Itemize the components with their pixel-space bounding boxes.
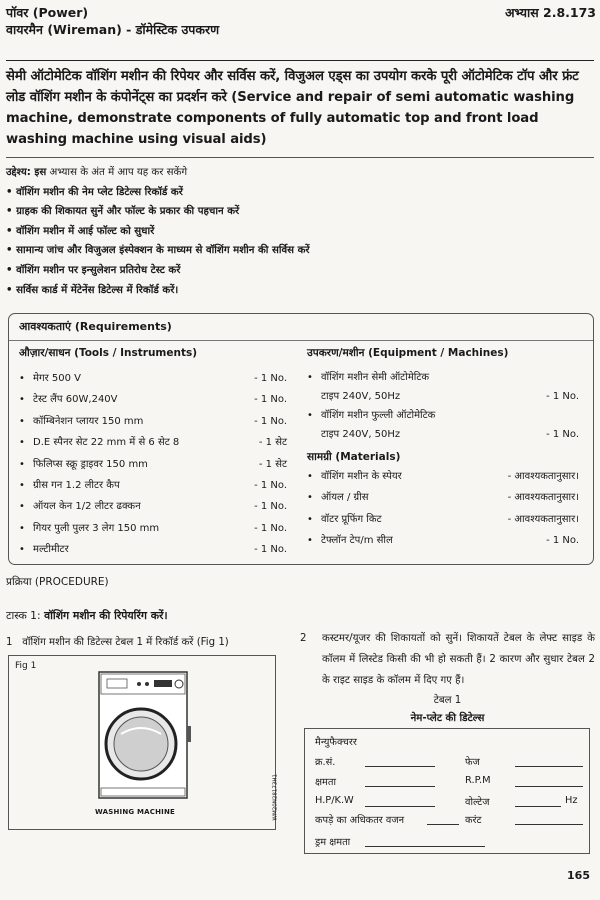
field-capacity: क्षमता [315, 777, 337, 788]
table-1-caption: टेबल 1 नेम-प्लेट की डिटेल्स [300, 692, 595, 728]
task-title: वॉशिंग मशीन की रिपेयरिंग करें। [44, 609, 168, 622]
requirements-box [8, 313, 594, 565]
materials-heading: सामग्री (Materials) [307, 451, 401, 463]
header-divider [6, 60, 594, 61]
figure-label: Fig 1 [15, 661, 37, 671]
equipment-row: • वॉशिंग मशीन फुल्ली ऑटोमेटिक [307, 410, 436, 421]
objective-item: • वॉशिंग मशीन पर इन्सुलेशन प्रतिरोध टेस्ट करें [6, 264, 181, 276]
tool-row: • ग्रीस गन 1.2 लीटर कैप - 1 No. [19, 480, 287, 492]
field-blank [365, 766, 435, 767]
material-row: • ऑयल / ग्रीस - आवश्यकतानुसार। [307, 492, 579, 504]
page-number: 165 [567, 869, 590, 882]
field-drum: ड्रम क्षमता [315, 837, 351, 848]
material-row: • वॉटर प्रूफिंग किट - आवश्यकतानुसार। [307, 513, 579, 525]
field-max-clothes: कपड़े का अधिकतर वजन [315, 815, 405, 826]
field-blank [515, 786, 583, 787]
equipment-column [307, 346, 579, 552]
exercise-title: सेमी ऑटोमेटिक वॉशिंग मशीन की रिपेयर और सर्विस करें, विजुअल एड्स का उपयोग करके पूरी ऑटोमेटिक टॉप और फ्रंट लोड वॉशिंग मशीन के कंपोनेंट्स का प्रदर्शन करे (Service and repair of semi automatic washing machine, demonstrate components of fully automatic top and front load washing machine using visual aids) [6, 69, 579, 147]
field-blank [515, 806, 561, 807]
tool-row: • टेस्ट लैंप 60W,240V - 1 No. [19, 394, 287, 406]
table-1-subtitle: नेम-प्लेट की डिटेल्स [410, 713, 485, 724]
nameplate-table [304, 728, 590, 854]
trade-label: पॉवर (Power) [6, 5, 89, 20]
washing-machine-drawing [9, 656, 277, 831]
tool-row: • कॉम्बिनेशन प्लायर 150 mm - 1 No. [19, 415, 287, 427]
field-blank [365, 786, 435, 787]
field-hp: H.P/K.W [315, 795, 354, 806]
step-1: 1 वॉशिंग मशीन की डिटेल्स टेबल 1 में रिकॉर्ड करें (Fig 1) [6, 637, 229, 648]
tool-row: • ऑयल केन 1/2 लीटर ढक्कन - 1 No. [19, 501, 287, 513]
tool-row: • मेगर 500 V - 1 No. [19, 373, 287, 384]
figure-code: WM20N28173H1 [272, 774, 278, 821]
equipment-heading: उपकरण/मशीन (Equipment / Machines) [307, 347, 509, 359]
exercise-number: अभ्यास 2.8.173 [504, 5, 596, 20]
title-divider [6, 157, 594, 158]
tool-row: • गियर पुली पुलर 3 लेग 150 mm - 1 No. [19, 522, 287, 534]
objective-item: • सर्विस कार्ड में मेंटेनेंस डिटेल्स में रिकॉर्ड करें। [6, 284, 179, 296]
material-row: • टेफ्लॉन टेप/m सील - 1 No. [307, 535, 579, 547]
material-row: • वॉशिंग मशीन के स्पेयर - आवश्यकतानुसार। [307, 471, 579, 482]
step-2: 2 कस्टमर/यूजर की शिकायतों को सुनें। शिकायतें टेबल के लेफ्ट साइड के कॉलम में लिस्टेड किसी की भी हो सकती हैं। 2 कारण और सुधार टेबल 2 के राइट साइड के कॉलम में दिए गए हैं। [300, 633, 595, 686]
tools-column [19, 346, 287, 561]
field-hz: Hz [565, 795, 578, 806]
field-phase: फेज [465, 757, 480, 768]
equipment-row: टाइप 240V, 50Hz - 1 No. [321, 429, 579, 440]
field-blank [515, 824, 583, 825]
field-serial: क्र.सं. [315, 757, 336, 768]
objectives-lead: उद्देश्य: इस [6, 167, 47, 178]
page-header [6, 4, 596, 38]
equipment-row: • वॉशिंग मशीन सेमी ऑटोमेटिक [307, 372, 430, 383]
tool-row: • फिलिप्स स्क्रू ड्राइवर 150 mm - 1 सेट [19, 458, 287, 470]
module-subtitle: वायरमैन (Wireman) - डॉमेस्टिक उपकरण [6, 22, 220, 37]
objective-item: • वॉशिंग मशीन में आई फॉल्ट को सुधारें [6, 225, 155, 237]
field-blank [365, 806, 435, 807]
equipment-row: टाइप 240V, 50Hz - 1 No. [321, 391, 579, 402]
tools-heading: औज़ार/साधन (Tools / Instruments) [19, 347, 198, 359]
field-voltage: वोल्टेज [465, 797, 490, 808]
objectives-lead-rest: अभ्यास के अंत में आप यह कर सकेंगे [46, 167, 188, 178]
figure-caption: WASHING MACHINE [95, 808, 175, 816]
tool-row: • मल्टीमीटर - 1 No. [19, 544, 287, 556]
field-manufacturer: मैन्युफैक्चरर [315, 737, 357, 748]
field-current: करंट [465, 815, 482, 826]
requirements-title: आवश्यकताएं (Requirements) [19, 320, 172, 333]
field-blank [427, 824, 459, 825]
field-rpm: R.P.M [465, 775, 491, 786]
requirements-divider [9, 340, 593, 341]
field-blank [365, 846, 485, 847]
task-heading: टास्क 1: वॉशिंग मशीन की रिपेयरिंग करें। [6, 609, 168, 622]
objective-item: • सामान्य जांच और विजुअल इंस्पेक्शन के माध्यम से वॉशिंग मशीन की सर्विस करें [6, 245, 310, 257]
figure-1 [8, 655, 276, 830]
procedure-heading: प्रक्रिया (PROCEDURE) [6, 576, 109, 588]
tool-row: • D.E स्पैनर सेट 22 mm में से 6 सेट 8 - 1 सेट [19, 437, 287, 449]
objective-item: • वॉशिंग मशीन की नेम प्लेट डिटेल्स रिकॉर्ड करें [6, 186, 183, 198]
objective-item: • ग्राहक की शिकायत सुनें और फॉल्ट के प्रकार की पहचान करें [6, 206, 240, 218]
field-blank [515, 766, 583, 767]
objectives [6, 163, 594, 300]
